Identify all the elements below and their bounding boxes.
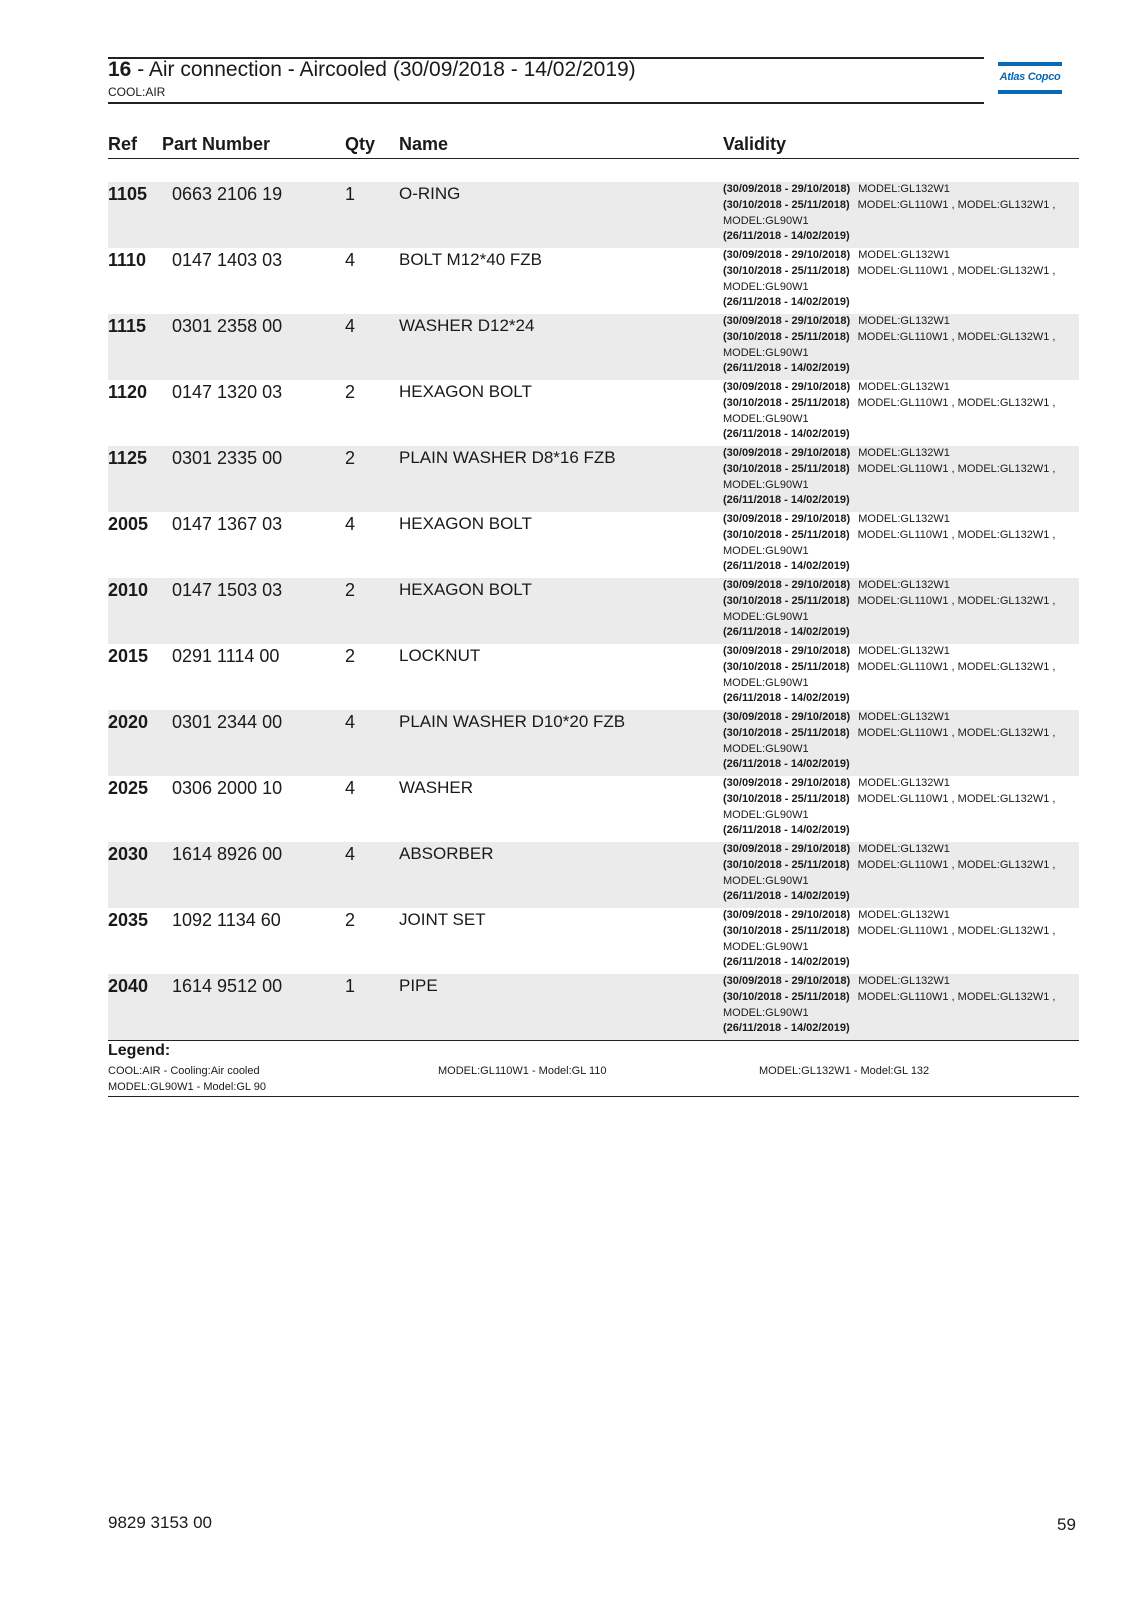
validity-line bbox=[723, 280, 1055, 296]
ref-cell: 2005 bbox=[108, 514, 149, 534]
validity-range: (30/09/2018 - 29/10/2018) bbox=[723, 513, 851, 525]
validity-models: MODEL:GL90W1 bbox=[723, 478, 809, 491]
part-number-cell: 0147 1503 03 bbox=[172, 580, 283, 600]
table-row bbox=[108, 248, 1079, 314]
validity-line bbox=[723, 874, 1055, 890]
part-number-cell: 1614 9512 00 bbox=[172, 976, 283, 996]
qty-cell: 2 bbox=[345, 646, 356, 666]
validity-line bbox=[723, 1021, 1055, 1037]
ref-cell: 2030 bbox=[108, 844, 149, 864]
header-bottom-rule bbox=[108, 102, 984, 104]
validity-range: (30/09/2018 - 29/10/2018) bbox=[723, 183, 851, 195]
table-end-rule bbox=[108, 1040, 1079, 1041]
legend-item: COOL:AIR - Cooling:Air cooled bbox=[108, 1065, 260, 1077]
validity-range: (30/10/2018 - 25/11/2018) bbox=[723, 528, 850, 541]
col-header-validity: Validity bbox=[723, 134, 787, 154]
validity-models: MODEL:GL132W1 bbox=[858, 975, 950, 987]
validity-range: (30/10/2018 - 25/11/2018) bbox=[723, 264, 850, 277]
validity-models: MODEL:GL110W1 , MODEL:GL132W1 , bbox=[857, 726, 1056, 739]
logo-bottom-bar bbox=[998, 90, 1062, 94]
table-row bbox=[108, 182, 1079, 248]
validity-range: (30/10/2018 - 25/11/2018) bbox=[723, 330, 850, 343]
validity-cell bbox=[723, 380, 1055, 443]
validity-line bbox=[723, 493, 1055, 509]
validity-models: MODEL:GL110W1 , MODEL:GL132W1 , bbox=[857, 660, 1056, 673]
legend-rule bbox=[108, 1096, 1079, 1097]
validity-line bbox=[723, 198, 1055, 214]
validity-models: MODEL:GL90W1 bbox=[723, 214, 809, 227]
legend-item: MODEL:GL110W1 - Model:GL 110 bbox=[438, 1065, 607, 1077]
validity-line bbox=[723, 1006, 1055, 1022]
validity-models: MODEL:GL132W1 bbox=[858, 843, 950, 855]
validity-line bbox=[723, 955, 1055, 971]
validity-models: MODEL:GL110W1 , MODEL:GL132W1 , bbox=[857, 198, 1056, 211]
qty-cell: 4 bbox=[345, 514, 356, 534]
validity-line bbox=[723, 757, 1055, 773]
name-cell: PIPE bbox=[399, 976, 438, 995]
validity-range: (30/09/2018 - 29/10/2018) bbox=[723, 381, 851, 393]
part-number-cell: 0301 2335 00 bbox=[172, 448, 283, 468]
page-subtitle: COOL:AIR bbox=[108, 85, 166, 99]
part-number-cell: 1614 8926 00 bbox=[172, 844, 283, 864]
validity-line bbox=[723, 544, 1055, 560]
validity-line bbox=[723, 889, 1055, 905]
validity-range: (30/09/2018 - 29/10/2018) bbox=[723, 777, 851, 789]
validity-range: (26/11/2018 - 14/02/2019) bbox=[723, 428, 850, 441]
validity-line bbox=[723, 295, 1055, 311]
qty-cell: 2 bbox=[345, 580, 356, 600]
title-number: 16 bbox=[108, 58, 132, 81]
ref-cell: 1125 bbox=[108, 448, 148, 468]
validity-range: (26/11/2018 - 14/02/2019) bbox=[723, 956, 850, 969]
col-header-part-number: Part Number bbox=[162, 134, 271, 154]
validity-range: (26/11/2018 - 14/02/2019) bbox=[723, 362, 850, 375]
qty-cell: 2 bbox=[345, 910, 356, 930]
logo-top-bar bbox=[998, 62, 1062, 66]
validity-line bbox=[723, 346, 1055, 362]
validity-cell bbox=[723, 776, 1055, 839]
table-row bbox=[108, 446, 1079, 512]
validity-line bbox=[723, 330, 1055, 346]
ref-cell: 2015 bbox=[108, 646, 149, 666]
validity-models: MODEL:GL132W1 bbox=[858, 183, 950, 195]
validity-line bbox=[723, 446, 1055, 462]
validity-models: MODEL:GL132W1 bbox=[858, 777, 950, 789]
page-number: 59 bbox=[1057, 1515, 1076, 1534]
validity-models: MODEL:GL132W1 bbox=[858, 249, 950, 261]
validity-line bbox=[723, 940, 1055, 956]
name-cell: HEXAGON BOLT bbox=[399, 580, 532, 599]
validity-range: (26/11/2018 - 14/02/2019) bbox=[723, 692, 850, 705]
name-cell: ABSORBER bbox=[399, 844, 494, 863]
qty-cell: 4 bbox=[345, 844, 356, 864]
qty-cell: 1 bbox=[345, 976, 356, 996]
table-row bbox=[108, 380, 1079, 446]
validity-line bbox=[723, 578, 1055, 594]
validity-models: MODEL:GL132W1 bbox=[858, 909, 950, 921]
validity-models: MODEL:GL90W1 bbox=[723, 346, 809, 359]
name-cell: BOLT M12*40 FZB bbox=[399, 250, 542, 269]
validity-line bbox=[723, 264, 1055, 280]
validity-line bbox=[723, 726, 1055, 742]
validity-range: (30/10/2018 - 25/11/2018) bbox=[723, 792, 850, 805]
qty-cell: 2 bbox=[345, 448, 356, 468]
part-number-cell: 0147 1367 03 bbox=[172, 514, 283, 534]
table-row bbox=[108, 974, 1079, 1040]
validity-range: (30/09/2018 - 29/10/2018) bbox=[723, 711, 851, 723]
validity-line bbox=[723, 676, 1055, 692]
validity-line bbox=[723, 858, 1055, 874]
col-header-qty: Qty bbox=[345, 134, 376, 154]
validity-line bbox=[723, 512, 1055, 528]
validity-line bbox=[723, 990, 1055, 1006]
validity-line bbox=[723, 625, 1055, 641]
validity-cell bbox=[723, 974, 1055, 1037]
part-number-cell: 0301 2358 00 bbox=[172, 316, 283, 336]
validity-range: (26/11/2018 - 14/02/2019) bbox=[723, 560, 850, 573]
validity-line bbox=[723, 412, 1055, 428]
part-number-cell: 0291 1114 00 bbox=[172, 646, 280, 666]
validity-range: (30/10/2018 - 25/11/2018) bbox=[723, 924, 850, 937]
validity-range: (30/10/2018 - 25/11/2018) bbox=[723, 990, 850, 1003]
validity-line bbox=[723, 842, 1055, 858]
validity-models: MODEL:GL110W1 , MODEL:GL132W1 , bbox=[857, 990, 1056, 1003]
validity-cell bbox=[723, 578, 1055, 641]
part-number-cell: 1092 1134 60 bbox=[172, 910, 281, 930]
logo-text: Atlas Copco bbox=[999, 71, 1061, 83]
validity-models: MODEL:GL132W1 bbox=[858, 513, 950, 525]
validity-line bbox=[723, 644, 1055, 660]
name-cell: LOCKNUT bbox=[399, 646, 481, 665]
name-cell: O-RING bbox=[399, 184, 461, 203]
ref-cell: 1110 bbox=[108, 250, 147, 270]
qty-cell: 4 bbox=[345, 712, 356, 732]
validity-cell bbox=[723, 644, 1055, 707]
validity-line bbox=[723, 610, 1055, 626]
ref-cell: 1115 bbox=[108, 316, 147, 336]
validity-line bbox=[723, 660, 1055, 676]
validity-line bbox=[723, 908, 1055, 924]
validity-range: (30/09/2018 - 29/10/2018) bbox=[723, 645, 851, 657]
validity-line bbox=[723, 974, 1055, 990]
validity-range: (30/09/2018 - 29/10/2018) bbox=[723, 843, 851, 855]
validity-line bbox=[723, 924, 1055, 940]
ref-cell: 2040 bbox=[108, 976, 149, 996]
validity-cell bbox=[723, 908, 1055, 971]
name-cell: JOINT SET bbox=[399, 910, 486, 929]
table-row bbox=[108, 710, 1079, 776]
validity-line bbox=[723, 776, 1055, 792]
document-number: 9829 3153 00 bbox=[108, 1513, 212, 1532]
validity-range: (30/09/2018 - 29/10/2018) bbox=[723, 909, 851, 921]
column-header-rule bbox=[108, 158, 1079, 159]
validity-range: (30/10/2018 - 25/11/2018) bbox=[723, 594, 850, 607]
legend-title: Legend: bbox=[108, 1042, 171, 1059]
validity-models: MODEL:GL132W1 bbox=[858, 711, 950, 723]
validity-range: (30/10/2018 - 25/11/2018) bbox=[723, 396, 850, 409]
name-cell: HEXAGON BOLT bbox=[399, 382, 532, 401]
validity-line bbox=[723, 229, 1055, 245]
validity-cell bbox=[723, 710, 1055, 773]
validity-models: MODEL:GL132W1 bbox=[858, 645, 950, 657]
validity-models: MODEL:GL90W1 bbox=[723, 874, 809, 887]
table-row bbox=[108, 776, 1079, 842]
table-row bbox=[108, 908, 1079, 974]
validity-range: (30/09/2018 - 29/10/2018) bbox=[723, 579, 851, 591]
validity-range: (26/11/2018 - 14/02/2019) bbox=[723, 494, 850, 507]
ref-cell: 2010 bbox=[108, 580, 149, 600]
ref-cell: 1120 bbox=[108, 382, 148, 402]
table-row bbox=[108, 578, 1079, 644]
atlas-copco-logo bbox=[998, 62, 1062, 94]
validity-range: (26/11/2018 - 14/02/2019) bbox=[723, 230, 850, 243]
validity-line bbox=[723, 214, 1055, 230]
table-row bbox=[108, 314, 1079, 380]
ref-cell: 1105 bbox=[108, 184, 148, 204]
validity-range: (26/11/2018 - 14/02/2019) bbox=[723, 758, 850, 771]
validity-line bbox=[723, 361, 1055, 377]
part-number-cell: 0663 2106 19 bbox=[172, 184, 283, 204]
validity-line bbox=[723, 478, 1055, 494]
validity-cell bbox=[723, 182, 1055, 245]
col-header-ref: Ref bbox=[108, 134, 138, 154]
name-cell: HEXAGON BOLT bbox=[399, 514, 532, 533]
validity-models: MODEL:GL110W1 , MODEL:GL132W1 , bbox=[857, 792, 1056, 805]
qty-cell: 1 bbox=[345, 184, 356, 204]
validity-line bbox=[723, 691, 1055, 707]
ref-cell: 2020 bbox=[108, 712, 149, 732]
validity-cell bbox=[723, 842, 1055, 905]
validity-range: (30/10/2018 - 25/11/2018) bbox=[723, 198, 850, 211]
validity-line bbox=[723, 248, 1055, 264]
validity-models: MODEL:GL110W1 , MODEL:GL132W1 , bbox=[857, 264, 1056, 277]
validity-range: (30/09/2018 - 29/10/2018) bbox=[723, 315, 851, 327]
validity-models: MODEL:GL90W1 bbox=[723, 1006, 809, 1019]
validity-range: (26/11/2018 - 14/02/2019) bbox=[723, 890, 850, 903]
validity-models: MODEL:GL110W1 , MODEL:GL132W1 , bbox=[857, 858, 1056, 871]
part-number-cell: 0147 1320 03 bbox=[172, 382, 283, 402]
validity-range: (26/11/2018 - 14/02/2019) bbox=[723, 296, 850, 309]
validity-line bbox=[723, 182, 1055, 198]
validity-models: MODEL:GL110W1 , MODEL:GL132W1 , bbox=[857, 924, 1056, 937]
validity-cell bbox=[723, 314, 1055, 377]
validity-range: (30/09/2018 - 29/10/2018) bbox=[723, 975, 851, 987]
validity-line bbox=[723, 594, 1055, 610]
validity-range: (30/10/2018 - 25/11/2018) bbox=[723, 858, 850, 871]
ref-cell: 2035 bbox=[108, 910, 149, 930]
name-cell: WASHER bbox=[399, 778, 473, 797]
validity-models: MODEL:GL132W1 bbox=[858, 447, 950, 459]
validity-line bbox=[723, 396, 1055, 412]
validity-line bbox=[723, 559, 1055, 575]
title-text: - Air connection - Aircooled (30/09/2018 - 14/02/2019) bbox=[131, 58, 636, 81]
validity-range: (26/11/2018 - 14/02/2019) bbox=[723, 824, 850, 837]
validity-range: (26/11/2018 - 14/02/2019) bbox=[723, 626, 850, 639]
validity-range: (30/10/2018 - 25/11/2018) bbox=[723, 462, 850, 475]
validity-models: MODEL:GL90W1 bbox=[723, 808, 809, 821]
validity-cell bbox=[723, 248, 1055, 311]
part-number-cell: 0306 2000 10 bbox=[172, 778, 283, 798]
validity-line bbox=[723, 808, 1055, 824]
validity-models: MODEL:GL110W1 , MODEL:GL132W1 , bbox=[857, 528, 1056, 541]
validity-models: MODEL:GL90W1 bbox=[723, 940, 809, 953]
validity-range: (30/10/2018 - 25/11/2018) bbox=[723, 660, 850, 673]
qty-cell: 2 bbox=[345, 382, 356, 402]
legend-item: MODEL:GL90W1 - Model:GL 90 bbox=[108, 1081, 266, 1093]
validity-cell bbox=[723, 512, 1055, 575]
name-cell: PLAIN WASHER D10*20 FZB bbox=[399, 712, 626, 731]
validity-line bbox=[723, 462, 1055, 478]
validity-line bbox=[723, 742, 1055, 758]
validity-models: MODEL:GL132W1 bbox=[858, 381, 950, 393]
validity-models: MODEL:GL110W1 , MODEL:GL132W1 , bbox=[857, 462, 1056, 475]
legend-item: MODEL:GL132W1 - Model:GL 132 bbox=[759, 1065, 930, 1077]
table-row bbox=[108, 512, 1079, 578]
validity-line bbox=[723, 823, 1055, 839]
table-row bbox=[108, 842, 1079, 908]
validity-line bbox=[723, 710, 1055, 726]
part-number-cell: 0147 1403 03 bbox=[172, 250, 283, 270]
parts-table bbox=[108, 182, 1079, 1040]
validity-line bbox=[723, 427, 1055, 443]
validity-range: (30/10/2018 - 25/11/2018) bbox=[723, 726, 850, 739]
validity-models: MODEL:GL90W1 bbox=[723, 412, 809, 425]
validity-models: MODEL:GL110W1 , MODEL:GL132W1 , bbox=[857, 594, 1056, 607]
qty-cell: 4 bbox=[345, 250, 356, 270]
validity-models: MODEL:GL90W1 bbox=[723, 742, 809, 755]
page-title bbox=[108, 58, 636, 82]
validity-line bbox=[723, 792, 1055, 808]
validity-models: MODEL:GL90W1 bbox=[723, 280, 809, 293]
validity-models: MODEL:GL132W1 bbox=[858, 579, 950, 591]
validity-models: MODEL:GL90W1 bbox=[723, 676, 809, 689]
validity-models: MODEL:GL110W1 , MODEL:GL132W1 , bbox=[857, 330, 1056, 343]
validity-models: MODEL:GL132W1 bbox=[858, 315, 950, 327]
name-cell: PLAIN WASHER D8*16 FZB bbox=[399, 448, 616, 467]
validity-line bbox=[723, 314, 1055, 330]
validity-range: (26/11/2018 - 14/02/2019) bbox=[723, 1022, 850, 1035]
validity-models: MODEL:GL90W1 bbox=[723, 544, 809, 557]
validity-models: MODEL:GL110W1 , MODEL:GL132W1 , bbox=[857, 396, 1056, 409]
validity-cell bbox=[723, 446, 1055, 509]
table-row bbox=[108, 644, 1079, 710]
name-cell: WASHER D12*24 bbox=[399, 316, 535, 335]
validity-models: MODEL:GL90W1 bbox=[723, 610, 809, 623]
validity-line bbox=[723, 528, 1055, 544]
qty-cell: 4 bbox=[345, 778, 356, 798]
validity-line bbox=[723, 380, 1055, 396]
validity-range: (30/09/2018 - 29/10/2018) bbox=[723, 447, 851, 459]
qty-cell: 4 bbox=[345, 316, 356, 336]
col-header-name: Name bbox=[399, 134, 449, 154]
ref-cell: 2025 bbox=[108, 778, 149, 798]
validity-range: (30/09/2018 - 29/10/2018) bbox=[723, 249, 851, 261]
part-number-cell: 0301 2344 00 bbox=[172, 712, 283, 732]
